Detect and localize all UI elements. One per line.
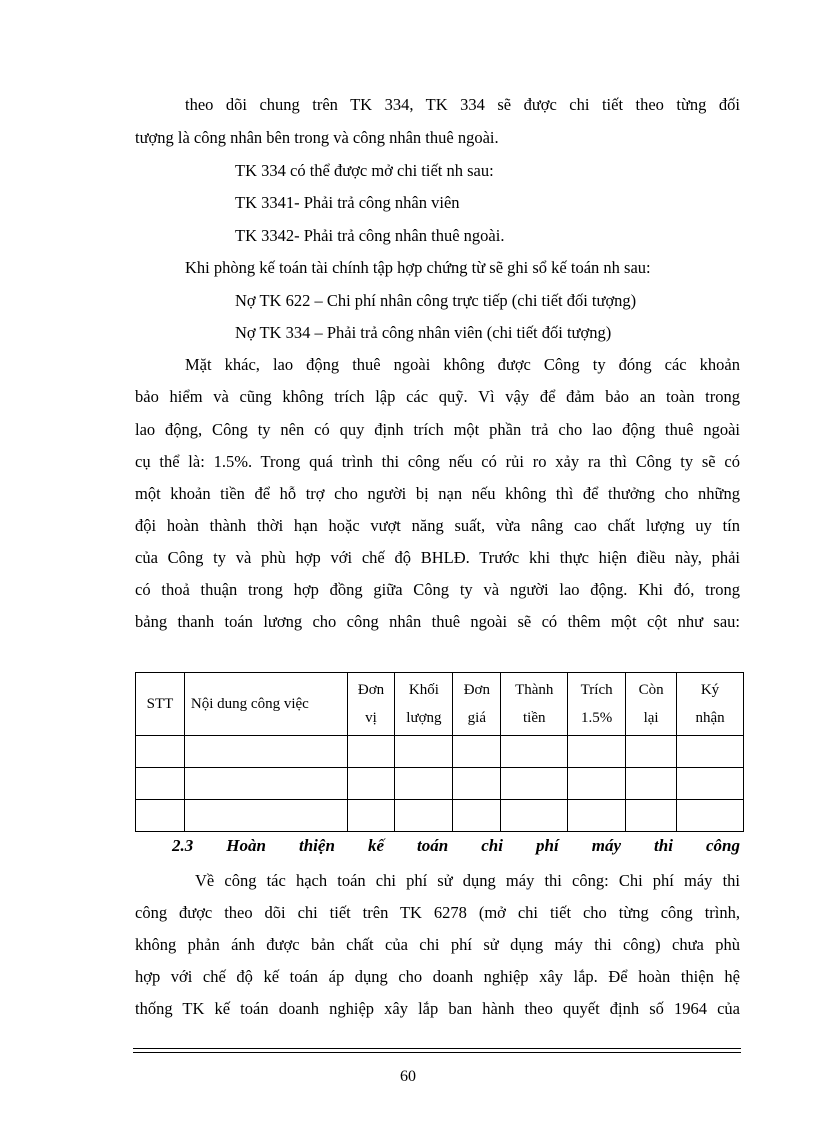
paragraph-line: theo dõi chung trên TK 334, TK 334 sẽ được chi tiết theo từng đối	[185, 95, 740, 114]
paragraph-line: TK 334 có thể được mở chi tiết nh sau:	[235, 161, 494, 180]
paragraph-line: lao động, Công ty nên có quy định trích một phần trả cho lao động thuê ngoài	[135, 420, 740, 439]
paragraph-line: cụ thể là: 1.5%. Trong quá trình thi công nếu có rủi ro xảy ra thì Công ty sẽ có	[135, 452, 740, 471]
paragraph-line: Mặt khác, lao động thuê ngoài không được Công ty đóng các khoản	[185, 355, 740, 374]
paragraph-line: bảo hiểm và cũng không trích lập các quỹ. Vì vậy để đảm bảo an toàn trong	[135, 387, 740, 406]
paragraph-line: Khi phòng kế toán tài chính tập hợp chứng từ sẽ ghi sổ kế toán nh sau:	[185, 258, 651, 277]
footer-divider	[133, 1052, 741, 1053]
footer-divider	[133, 1048, 741, 1049]
paragraph-line: TK 3341- Phải trả công nhân viên	[235, 193, 460, 212]
table-row	[136, 768, 744, 800]
paragraph-line: đội hoàn thành thời hạn hoặc vượt năng suất, vừa nâng cao chất lượng uy tín	[135, 516, 740, 535]
table-header-row	[136, 673, 744, 736]
paragraph-line: Về công tác hạch toán chi phí sử dụng máy thi công: Chi phí máy thi	[195, 871, 740, 890]
table-row	[136, 736, 744, 768]
section-heading: 2.3 Hoàn thiện kế toán chi phí máy thi công	[172, 836, 740, 855]
paragraph-line: có thoả thuận trong hợp đồng giữa Công ty và người lao động. Khi đó, trong	[135, 580, 740, 599]
page-number: 60	[400, 1068, 416, 1085]
paragraph-line: một khoản tiền để hỗ trợ cho người bị nạn nếu không thì để thưởng cho những	[135, 484, 740, 503]
header-stt: STT	[136, 673, 185, 736]
paragraph-line: không phản ánh được bản chất của chi phí sử dụng máy thi công) chưa phù	[135, 935, 740, 954]
journal-entry-debit-622: Nợ TK 622 – Chi phí nhân công trực tiếp (chi tiết đối tượng)	[235, 291, 637, 310]
paragraph-line: TK 3342- Phải trả công nhân thuê ngoài.	[235, 226, 505, 245]
journal-entry-debit-334: Nợ TK 334 – Phải trả công nhân viên (chi tiết đối tượng)	[235, 323, 612, 342]
header-job-content: Nội dung công việc	[184, 673, 347, 736]
wage-payment-table	[135, 672, 744, 832]
paragraph-line: thống TK kế toán doanh nghiệp xây lắp ban hành theo quyết định số 1964 của	[135, 999, 740, 1018]
paragraph-line: bảng thanh toán lương cho công nhân thuê ngoài sẽ có thêm một cột như sau:	[135, 612, 740, 631]
header-remaining: Còn lại	[626, 673, 677, 736]
paragraph-line: hợp với chế độ kế toán áp dụng cho doanh nghiệp xây lắp. Để hoàn thiện hệ	[135, 967, 740, 986]
paragraph-line: của Công ty và phù hợp với chế độ BHLĐ. Trước khi thực hiện điều này, phải	[135, 548, 740, 567]
header-quantity: Khối lượng	[395, 673, 453, 736]
paragraph-line: công được theo dõi chi tiết trên TK 6278 (mở chi tiết cho từng công trình,	[135, 903, 740, 922]
table-row	[136, 800, 744, 832]
header-unit: Đơn vị	[347, 673, 395, 736]
header-deduction: Trích 1.5%	[568, 673, 626, 736]
header-amount: Thành tiền	[501, 673, 568, 736]
paragraph-line: tượng là công nhân bên trong và công nhân thuê ngoài.	[135, 128, 499, 147]
header-unit-price: Đơn giá	[453, 673, 501, 736]
header-signature: Ký nhận	[677, 673, 744, 736]
